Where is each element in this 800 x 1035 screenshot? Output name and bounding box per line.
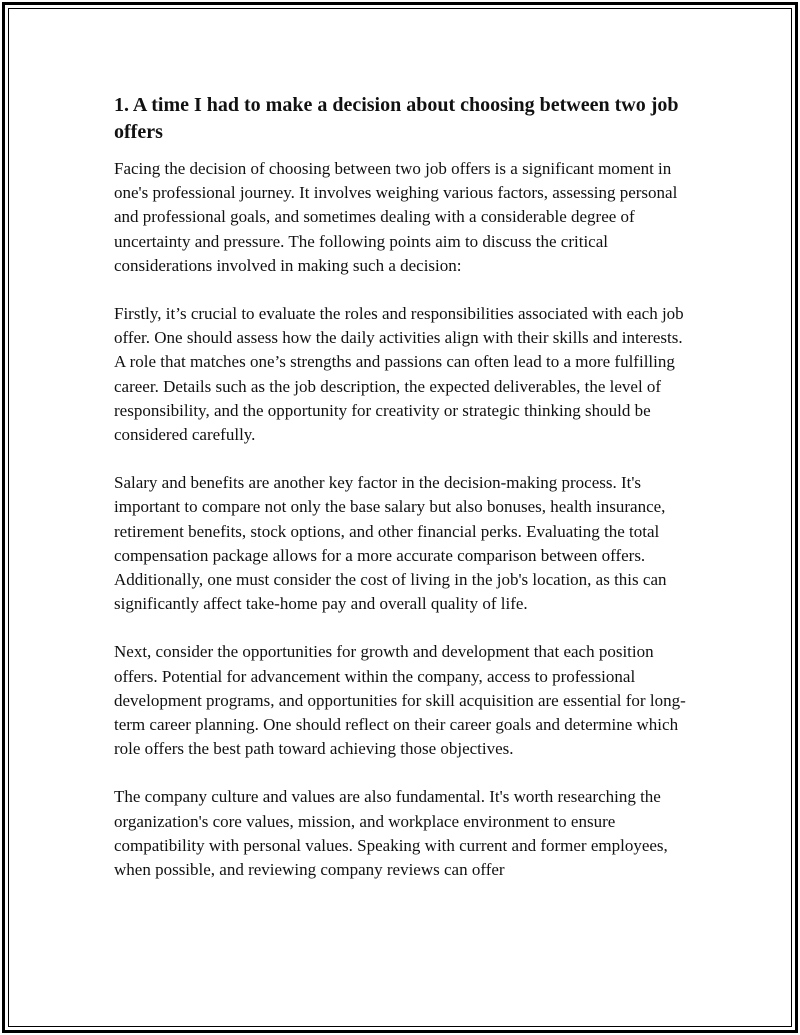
paragraph-growth: Next, consider the opportunities for growth and development that each position offers. Potential for advancement within the company, access to professional development programs, and opportunities for skill acquisition are essential for long-term career planning. One should reflect on their career goals and determine which role offers the best path toward achieving those objectives. bbox=[114, 642, 686, 759]
paragraph-roles: Firstly, it’s crucial to evaluate the roles and responsibilities associated with each job offer. One should assess how the daily activities align with their skills and interests. A role that matches one’s strengths and passions can often lead to a more fulfilling career. Details such as the job description, the expected deliverables, the level of responsibility, and the opportunity for creativity or strategic thinking should be considered carefully. bbox=[114, 304, 684, 445]
document-title: 1. A time I had to make a decision about choosing between two job offers bbox=[114, 94, 679, 143]
paragraph-intro: Facing the decision of choosing between two job offers is a significant moment in one's professional journey. It involves weighing various factors, assessing personal and professional goals, and sometimes dealing with a considerable degree of uncertainty and pressure. The following points aim to discuss the critical considerations involved in making such a decision: bbox=[114, 159, 678, 275]
document-body bbox=[114, 92, 689, 906]
paragraph-culture: The company culture and values are also fundamental. It's worth researching the organization's core values, mission, and workplace environment to ensure compatibility with personal values. Speaking with current and former employees, when possible, and reviewing company reviews can offer bbox=[114, 787, 668, 880]
paragraph-salary: Salary and benefits are another key factor in the decision-making process. It's important to compare not only the base salary but also bonuses, health insurance, retirement benefits, stock options, and other financial perks. Evaluating the total compensation package allows for a more accurate comparison between offers. Additionally, one must consider the cost of living in the job's location, as this can significantly affect take-home pay and overall quality of life. bbox=[114, 473, 667, 614]
